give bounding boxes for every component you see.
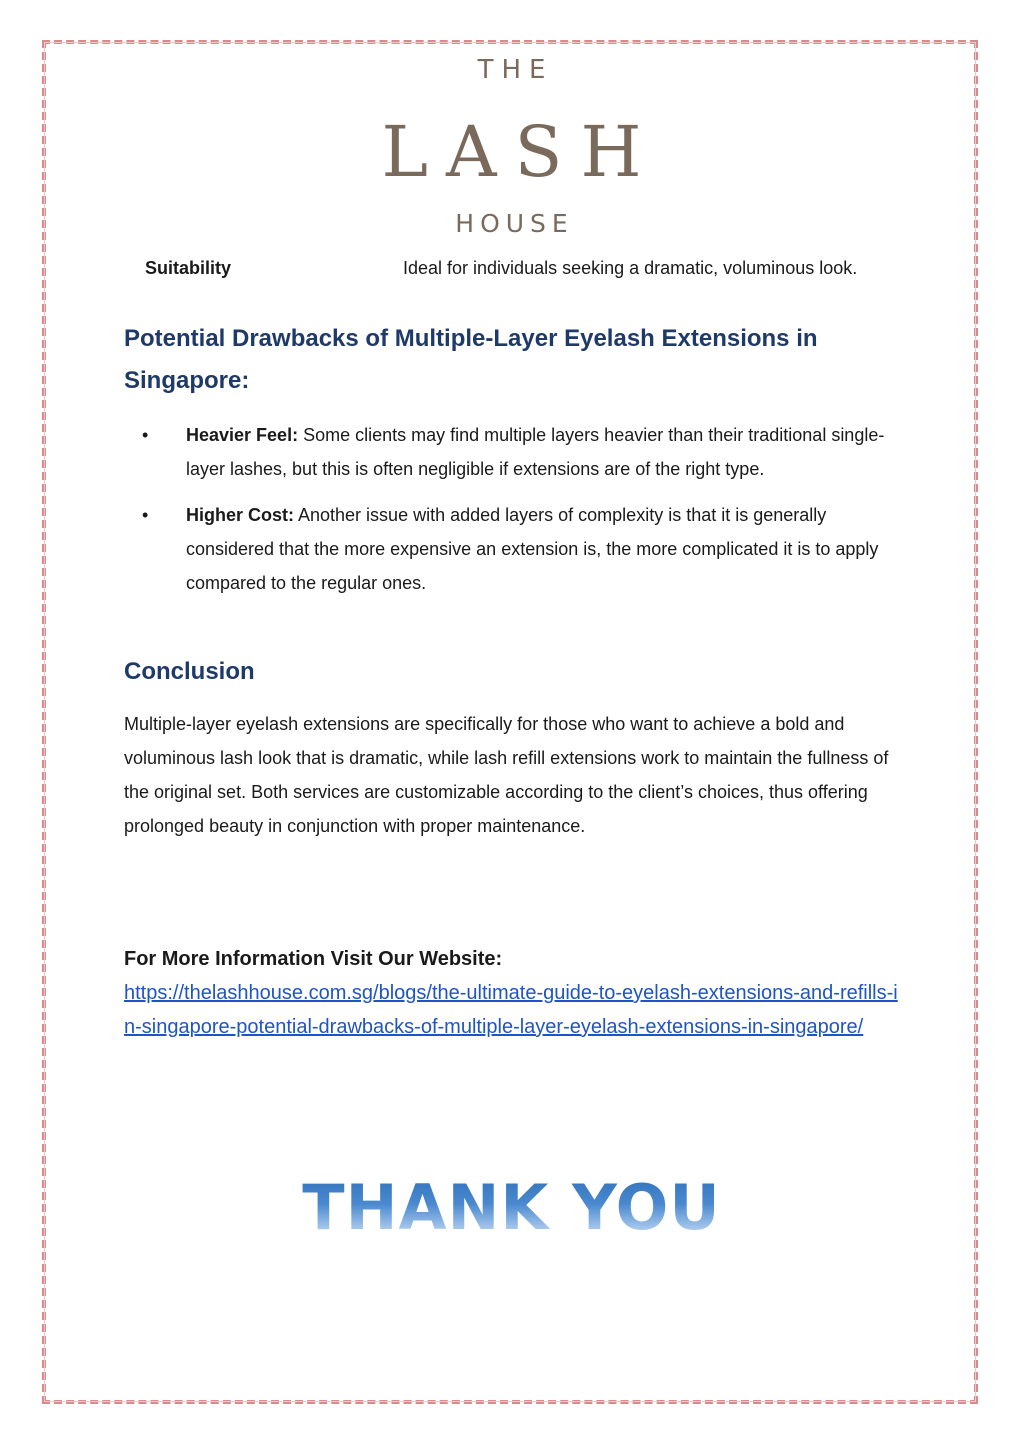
suitability-value: Ideal for individuals seeking a dramatic, voluminous look. — [403, 258, 858, 278]
thank-you-banner — [0, 1168, 1023, 1248]
suitability-label: Suitability — [145, 258, 232, 278]
list-item-term: Higher Cost: — [186, 505, 294, 525]
drawbacks-heading: Potential Drawbacks of Multiple-Layer Eyelash Extensions in Singapore: — [124, 325, 818, 394]
conclusion-heading: Conclusion — [124, 658, 255, 685]
logo-house-text: HOUSE — [455, 209, 574, 238]
more-info-section — [124, 942, 904, 1044]
logo-the-text: THE — [477, 55, 554, 85]
website-link[interactable]: https://thelashhouse.com.sg/blogs/the-ultimate-guide-to-eyelash-extensions-and-refills-in-singapore-potential-drawbacks-of-multiple-layer-eyelash-extensions-in-singapore/ — [124, 982, 898, 1038]
bullet-icon: • — [142, 505, 149, 525]
more-info-label: For More Information Visit Our Website: — [124, 948, 503, 970]
list-item-term: Heavier Feel: — [186, 425, 299, 445]
thank-you-text: THANK YOU — [302, 1171, 721, 1244]
brand-logo — [0, 52, 1023, 242]
list-item — [124, 498, 914, 600]
list-item — [124, 418, 914, 486]
logo-lash-text: LASH — [381, 111, 660, 193]
suitability-row — [0, 255, 1023, 281]
list-item-text: Some clients may find multiple layers heavier than their traditional single-layer lashes, but this is often negligible if extensions are of the right type. — [186, 425, 885, 479]
conclusion-paragraph: Multiple-layer eyelash extensions are specifically for those who want to achieve a bold and voluminous lash look that is dramatic, while lash refill extensions work to maintain the fullness of the original set. Both services are customizable according to the client’s choices, thus offering prolonged beauty in conjunction with proper maintenance. — [124, 714, 889, 836]
list-item-text: Another issue with added layers of complexity is that it is generally considered that the more expensive an extension is, the more complicated it is to apply compared to the regular ones. — [186, 505, 879, 593]
drawbacks-list — [124, 418, 914, 612]
bullet-icon: • — [142, 425, 149, 445]
